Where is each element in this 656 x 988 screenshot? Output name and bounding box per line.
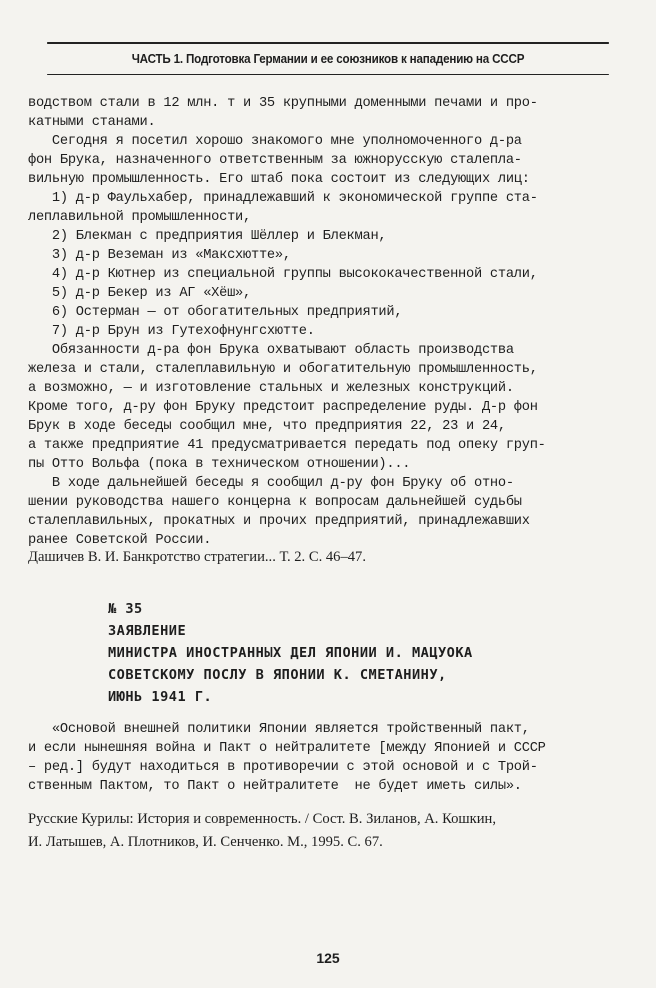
text-line: Сегодня я посетил хорошо знакомого мне уполномоченного д-ра	[28, 134, 522, 149]
text-line: а также предприятие 41 предусматривается передать под опеку груп-	[28, 438, 546, 453]
page-number: 125	[316, 950, 340, 966]
text-line: пы Отто Вольфа (пока в техническом отношении)...	[28, 457, 411, 472]
document-title-line: СОВЕТСКОМУ ПОСЛУ В ЯПОНИИ К. СМЕТАНИНУ,	[108, 667, 447, 683]
text-line: водством стали в 12 млн. т и 35 крупными доменными печами и про-	[28, 96, 538, 111]
text-line: а возможно, — и изготовление стальных и железных конструкций.	[28, 381, 514, 396]
text-line: В ходе дальнейшей беседы я сообщил д-ру фон Бруку об отно-	[28, 476, 514, 491]
text-line: катными станами.	[28, 115, 156, 130]
document-date: ИЮНЬ 1941 Г.	[108, 689, 213, 705]
text-line: железа и стали, сталеплавильную и обогатительную промышленность,	[28, 362, 538, 377]
body-text	[28, 94, 628, 550]
text-line: фон Брука, назначенного ответственным за южнорусскую сталепла-	[28, 153, 522, 168]
quote-line: «Основой внешней политики Японии является тройственный пакт,	[28, 722, 530, 737]
citation-line: Дашичев В. И. Банкротство стратегии... Т. 2. С. 46–47.	[28, 549, 366, 565]
text-line: Кроме того, д-ру фон Бруку предстоит распределение руды. Д-р фон	[28, 400, 538, 415]
quote-line: – ред.] будут находиться в противоречии с этой основой и с Трой-	[28, 760, 538, 775]
source-citation	[28, 546, 628, 569]
quote-line: и если нынешняя война и Пакт о нейтралитете [между Японией и СССР	[28, 741, 546, 756]
running-header	[47, 42, 609, 75]
text-line: 1) д-р Фаульхабер, принадлежавший к экономической группе ста-	[28, 191, 538, 206]
text-line: Брук в ходе беседы сообщил мне, что предприятия 22, 23 и 24,	[28, 419, 506, 434]
text-line: 7) д-р Брун из Гутехофнунгсхютте.	[28, 324, 315, 339]
text-line: сталеплавильных, прокатных и прочих предприятий, принадлежавших	[28, 514, 530, 529]
running-header-title: ЧАСТЬ 1. Подготовка Германии и ее союзников к нападению на СССР	[131, 52, 525, 66]
document-type: ЗАЯВЛЕНИЕ	[108, 623, 187, 639]
text-line: 6) Остерман — от обогатительных предприятий,	[28, 305, 403, 320]
text-line: 3) д-р Веземан из «Максхютте»,	[28, 248, 291, 263]
citation-line: Русские Курилы: История и современность. / Сост. В. Зиланов, А. Кошкин,	[28, 811, 496, 827]
text-line: шении руководства нашего концерна к вопросам дальнейшей судьбы	[28, 495, 522, 510]
text-line: 4) д-р Кютнер из специальной группы высококачественной стали,	[28, 267, 538, 282]
text-line: ранее Советской России.	[28, 533, 212, 548]
document-heading	[108, 598, 628, 708]
text-line: Обязанности д-ра фон Брука охватывают область производства	[28, 343, 514, 358]
document-title-line: МИНИСТРА ИНОСТРАННЫХ ДЕЛ ЯПОНИИ И. МАЦУОКА	[108, 645, 473, 661]
text-line: вильную промышленность. Его штаб пока состоит из следующих лиц:	[28, 172, 530, 187]
text-line: леплавильной промышленности,	[28, 210, 251, 225]
document-number: № 35	[108, 601, 143, 617]
quote-line: ственным Пактом, то Пакт о нейтралитете не будет иметь силы».	[28, 779, 522, 794]
source-citation	[28, 808, 628, 854]
text-line: 2) Блекман с предприятия Шёллер и Блекман,	[28, 229, 387, 244]
citation-line: И. Латышев, А. Плотников, И. Сенченко. М., 1995. С. 67.	[28, 834, 383, 850]
document-quote	[28, 720, 628, 796]
text-line: 5) д-р Бекер из АГ «Хёш»,	[28, 286, 251, 301]
